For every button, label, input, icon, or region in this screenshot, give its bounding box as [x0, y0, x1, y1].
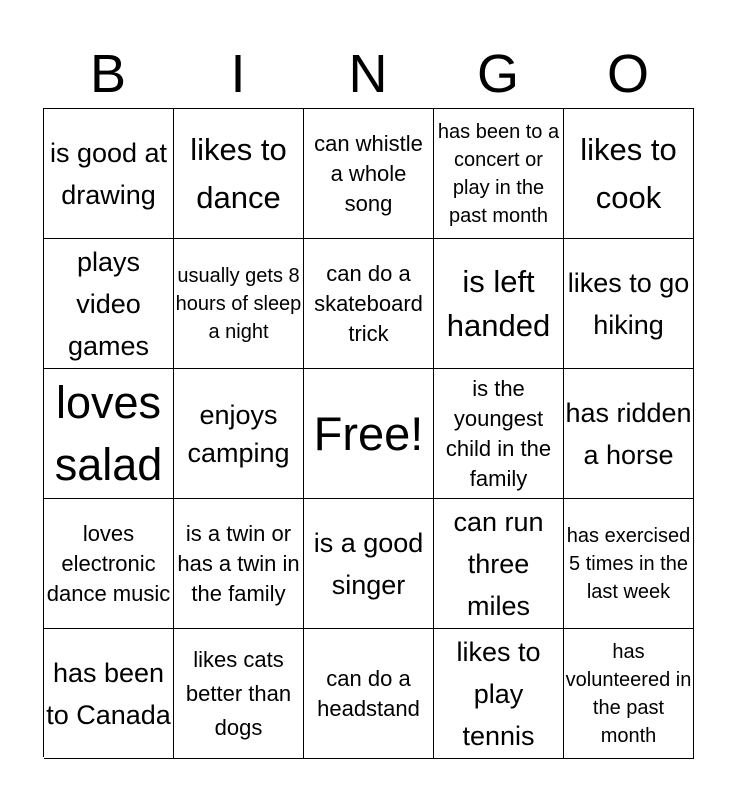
cell-text: likes to cook — [580, 131, 677, 215]
bingo-cell-r1-c5[interactable] — [564, 109, 694, 239]
bingo-cell-r1-c4[interactable] — [434, 109, 564, 239]
cell-text: can do a headstand — [317, 665, 420, 721]
cell-text: likes to go hiking — [567, 267, 690, 340]
cell-text: is left handed — [446, 263, 551, 343]
bingo-cell-r4-c5[interactable] — [564, 499, 694, 629]
bingo-cell-r4-c4[interactable] — [434, 499, 564, 629]
bingo-cell-r5-c1[interactable] — [44, 629, 174, 759]
bingo-cell-r3-c5[interactable] — [564, 369, 694, 499]
cell-text: has exercised 5 times in the last week — [566, 524, 691, 603]
bingo-cell-r4-c1[interactable] — [44, 499, 174, 629]
cell-text: can run three miles — [453, 506, 544, 621]
header-letter-n: N — [348, 44, 388, 104]
cell-text: likes to dance — [190, 131, 287, 215]
bingo-cell-r2-c3[interactable] — [304, 239, 434, 369]
bingo-cell-r2-c4[interactable] — [434, 239, 564, 369]
cell-text: has ridden a horse — [565, 397, 692, 470]
bingo-cell-r4-c3[interactable] — [304, 499, 434, 629]
cell-text: likes cats better than dogs — [185, 646, 292, 740]
header-letter-g: G — [476, 44, 519, 104]
bingo-header — [43, 40, 693, 108]
cell-text: is good at drawing — [49, 137, 168, 210]
bingo-cell-r1-c2[interactable] — [174, 109, 304, 239]
bingo-cell-r2-c1[interactable] — [44, 239, 174, 369]
bingo-cell-r5-c4[interactable] — [434, 629, 564, 759]
header-letter-i: I — [230, 44, 246, 104]
bingo-cell-r1-c1[interactable] — [44, 109, 174, 239]
cell-text: likes to play tennis — [456, 636, 541, 751]
bingo-cell-r3-c2[interactable] — [174, 369, 304, 499]
cell-text: loves electronic dance music — [46, 520, 171, 606]
cell-text: can do a skateboard trick — [314, 260, 423, 346]
cell-text: has been to a concert or play in the past month — [437, 120, 560, 227]
cell-text: has volunteered in the past month — [565, 640, 692, 747]
cell-text: is a good singer — [313, 527, 424, 600]
header-letter-o: O — [606, 44, 649, 104]
cell-text: enjoys camping — [187, 399, 290, 468]
bingo-cell-r5-c5[interactable] — [564, 629, 694, 759]
cell-text: can whistle a whole song — [314, 130, 423, 216]
bingo-grid — [43, 108, 694, 757]
cell-text: is a twin or has a twin in the family — [177, 520, 300, 606]
cell-text: plays video games — [67, 246, 150, 361]
bingo-cell-r2-c5[interactable] — [564, 239, 694, 369]
bingo-cell-r2-c2[interactable] — [174, 239, 304, 369]
free-space: Free! — [313, 406, 424, 460]
cell-text: loves salad — [54, 376, 163, 490]
bingo-cell-r3-c1[interactable] — [44, 369, 174, 499]
bingo-cell-r4-c2[interactable] — [174, 499, 304, 629]
bingo-cell-r5-c3[interactable] — [304, 629, 434, 759]
bingo-cell-r1-c3[interactable] — [304, 109, 434, 239]
cell-text: has been to Canada — [46, 657, 171, 730]
bingo-cell-r3-c4[interactable] — [434, 369, 564, 499]
header-letter-b: B — [89, 44, 127, 104]
bingo-cell-r5-c2[interactable] — [174, 629, 304, 759]
cell-text: is the youngest child in the family — [445, 375, 552, 491]
bingo-cell-r3-c3[interactable] — [304, 369, 434, 499]
cell-text: usually gets 8 hours of sleep a night — [175, 264, 302, 343]
